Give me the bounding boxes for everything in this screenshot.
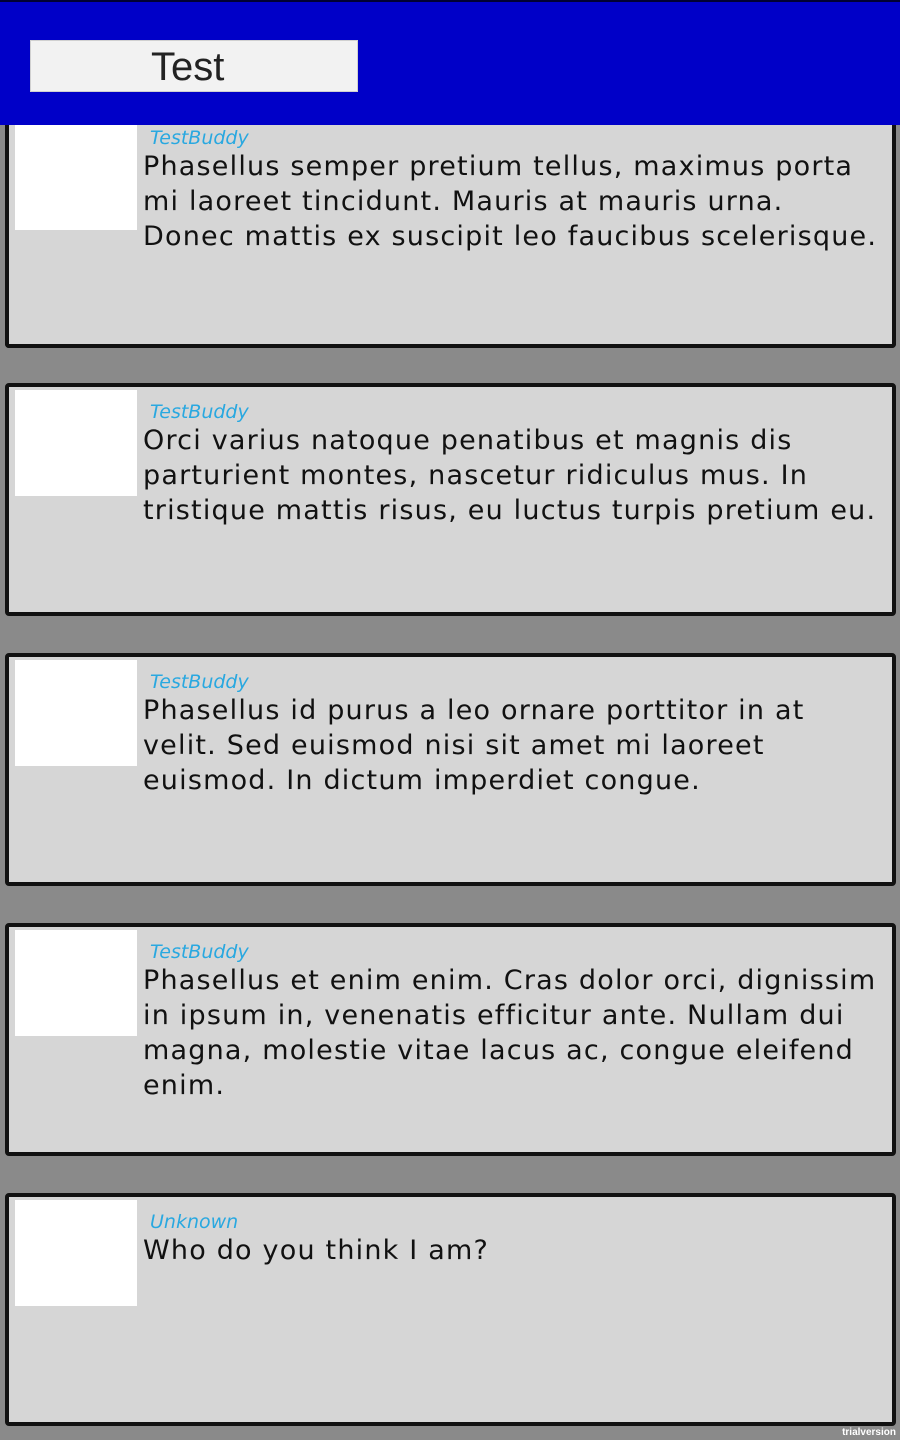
avatar [15,1200,137,1306]
message-text: Who do you think I am? [143,1235,489,1266]
title-field[interactable] [30,40,358,92]
avatar [15,930,137,1036]
message-text: Phasellus et enim enim. Cras dolor orci, dignissim in ipsum in, venenatis efficitur ante. Nullam dui magna, molestie vitae lacus ac, congue eleifend enim. [143,965,877,1101]
message-text: Phasellus id purus a leo ornare porttitor in at velit. Sed euismod nisi sit amet mi laoreet euismod. In dictum imperdiet congue. [143,695,805,796]
message-card[interactable] [5,110,896,348]
message-sender: TestBuddy [150,941,249,963]
message-sender: TestBuddy [150,671,249,693]
message-card[interactable] [5,1193,896,1426]
page-title: Test [151,45,225,89]
message-card[interactable] [5,653,896,886]
message-sender: TestBuddy [150,127,249,149]
message-card[interactable] [5,383,896,616]
message-text: Phasellus semper pretium tellus, maximus porta mi laoreet tincidunt. Mauris at mauris urna. Donec mattis ex suscipit leo faucibus scelerisque. [143,151,878,252]
watermark: trialversion [842,1427,896,1438]
avatar [15,390,137,496]
message-card[interactable] [5,923,896,1156]
message-text: Orci varius natoque penatibus et magnis dis parturient montes, nascetur ridiculus mus. In tristique mattis risus, eu luctus turpis pretium eu. [143,425,877,526]
avatar [15,124,137,230]
message-sender: TestBuddy [150,401,249,423]
avatar [15,660,137,766]
message-sender: Unknown [150,1211,239,1233]
app-header [0,0,900,125]
